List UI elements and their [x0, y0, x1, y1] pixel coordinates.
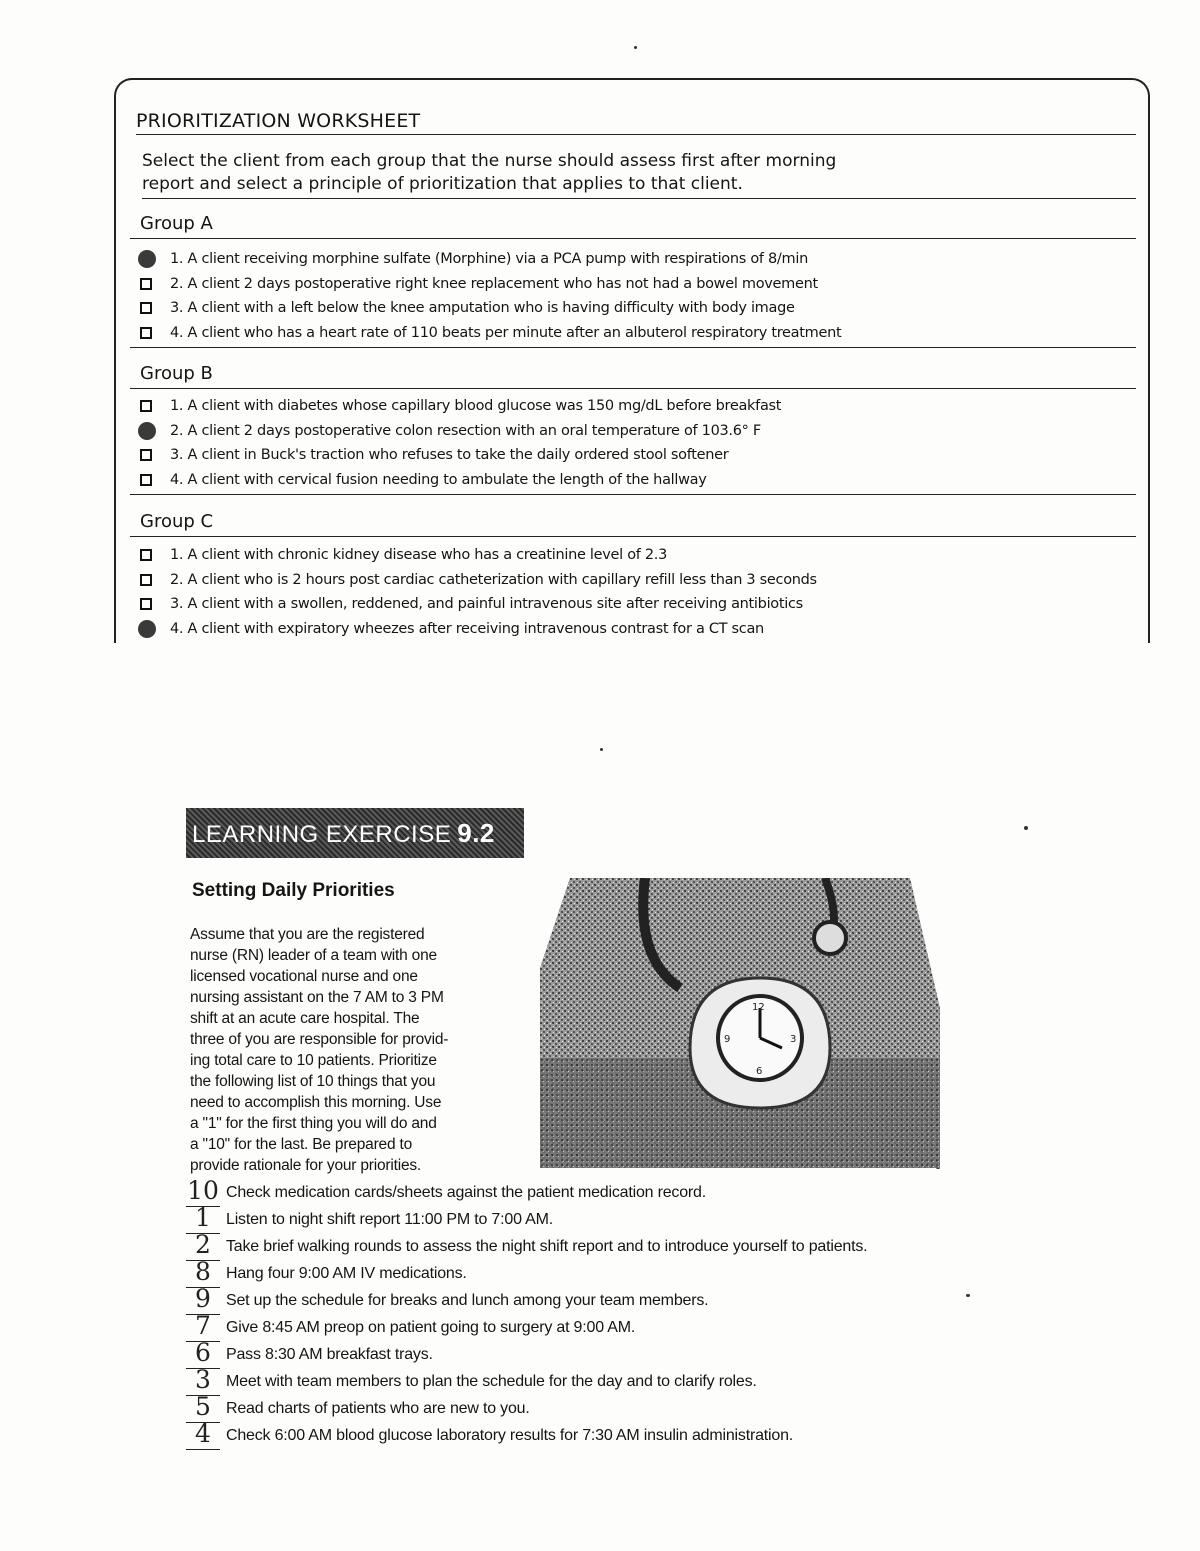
- group-a: [130, 210, 1136, 348]
- svg-text:6: 6: [756, 1066, 763, 1077]
- option-text: 2. A client 2 days postoperative right knee replacement who has not had a bowel movement: [170, 275, 818, 292]
- exercise-subtitle: Setting Daily Priorities: [192, 880, 395, 901]
- paragraph-line: nurse (RN) leader of a team with one: [190, 947, 437, 964]
- task-text: Hang four 9:00 AM IV medications.: [226, 1265, 467, 1282]
- handwritten-rank[interactable]: 2: [186, 1230, 220, 1261]
- option-a4[interactable]: [130, 321, 1136, 346]
- task-text: Listen to night shift report 11:00 PM to 7:00 AM.: [226, 1211, 553, 1228]
- task-item: [186, 1176, 1086, 1207]
- handwritten-rank[interactable]: 3: [186, 1365, 220, 1396]
- svg-text:3: 3: [790, 1034, 797, 1045]
- task-text: Check medication cards/sheets against the patient medication record.: [226, 1184, 707, 1201]
- paragraph-line: three of you are responsible for provid-: [190, 1031, 449, 1048]
- scan-speck: [600, 748, 603, 751]
- task-text: Read charts of patients who are new to you.: [226, 1400, 530, 1417]
- checkbox-icon[interactable]: [140, 400, 152, 412]
- task-item: [186, 1257, 1086, 1288]
- paragraph-line: ing total care to 10 patients. Prioritize: [190, 1052, 437, 1069]
- option-b4[interactable]: [130, 468, 1136, 493]
- svg-text:9: 9: [724, 1034, 731, 1045]
- option-text: 1. A client with diabetes whose capillary blood glucose was 150 mg/dL before breakfast: [170, 398, 782, 414]
- instructions-line: report and select a principle of prioritization that applies to that client.: [142, 174, 743, 194]
- task-item: [186, 1392, 1086, 1423]
- task-item: [186, 1230, 1086, 1261]
- task-text: Meet with team members to plan the schedule for the day and to clarify roles.: [226, 1373, 757, 1390]
- handwritten-rank[interactable]: 9: [186, 1284, 220, 1315]
- task-item: [186, 1365, 1086, 1396]
- worksheet-title: PRIORITIZATION WORKSHEET: [136, 110, 1136, 135]
- task-item: [186, 1311, 1086, 1342]
- paragraph-line: Assume that you are the registered: [190, 926, 425, 943]
- handwritten-rank[interactable]: 4: [186, 1419, 220, 1450]
- scan-speck: [1024, 826, 1028, 830]
- option-text: 2. A client 2 days postoperative colon resection with an oral temperature of 103.6° F: [170, 422, 761, 439]
- paragraph-line: a "10" for the last. Be prepared to: [190, 1136, 413, 1153]
- option-a2[interactable]: [130, 272, 1136, 297]
- handwritten-rank[interactable]: 7: [186, 1311, 220, 1342]
- group-label: Group A: [130, 210, 1136, 239]
- option-b3[interactable]: [130, 443, 1136, 468]
- handwritten-rank[interactable]: 1: [186, 1203, 220, 1234]
- worksheet-instructions: [142, 150, 1136, 199]
- group-label: Group B: [130, 360, 1136, 389]
- task-text: Set up the schedule for breaks and lunch among your team members.: [226, 1292, 709, 1309]
- exercise-paragraph: [190, 924, 500, 1176]
- divider: [130, 347, 1136, 348]
- option-b1[interactable]: [130, 394, 1136, 419]
- handwritten-rank[interactable]: 6: [186, 1338, 220, 1369]
- option-c2[interactable]: [130, 568, 1136, 593]
- exercise-number: 9.2: [457, 818, 495, 848]
- filled-circle-icon[interactable]: [138, 620, 156, 638]
- task-text: Pass 8:30 AM breakfast trays.: [226, 1346, 433, 1363]
- nurse-with-clock-photo: [540, 878, 940, 1168]
- prioritization-worksheet: [114, 78, 1150, 643]
- option-a1[interactable]: [130, 247, 1136, 272]
- option-text: 4. A client with expiratory wheezes after receiving intravenous contrast for a CT scan: [170, 620, 764, 637]
- option-text: 1. A client with chronic kidney disease who has a creatinine level of 2.3: [170, 547, 668, 563]
- task-text: Give 8:45 AM preop on patient going to surgery at 9:00 AM.: [226, 1319, 636, 1336]
- filled-circle-icon[interactable]: [138, 250, 156, 268]
- checkbox-icon[interactable]: [140, 278, 152, 290]
- option-c3[interactable]: [130, 592, 1136, 617]
- option-text: 1. A client receiving morphine sulfate (Morphine) via a PCA pump with respirations of 8/min: [170, 251, 808, 267]
- paragraph-line: licensed vocational nurse and one: [190, 968, 418, 985]
- task-item: [186, 1419, 1086, 1450]
- option-text: 4. A client with cervical fusion needing to ambulate the length of the hallway: [170, 471, 707, 488]
- option-text: 2. A client who is 2 hours post cardiac catheterization with capillary refill less than 3 seconds: [170, 571, 817, 588]
- option-b2[interactable]: [130, 419, 1136, 444]
- learning-exercise-banner: [186, 808, 524, 858]
- group-label: Group C: [130, 508, 1136, 537]
- svg-text:12: 12: [752, 1002, 765, 1013]
- handwritten-rank[interactable]: 10: [187, 1176, 219, 1205]
- checkbox-icon[interactable]: [140, 327, 152, 339]
- checkbox-icon[interactable]: [140, 598, 152, 610]
- paragraph-line: the following list of 10 things that you: [190, 1073, 436, 1090]
- paragraph-line: need to accomplish this morning. Use: [190, 1094, 442, 1111]
- handwritten-rank[interactable]: 8: [186, 1257, 220, 1288]
- group-b: [130, 360, 1136, 495]
- option-text: 4. A client who has a heart rate of 110 beats per minute after an albuterol respiratory treatment: [170, 324, 842, 341]
- filled-circle-icon[interactable]: [138, 422, 156, 440]
- checkbox-icon[interactable]: [140, 474, 152, 486]
- paragraph-line: provide rationale for your priorities.: [190, 1157, 422, 1174]
- option-a3[interactable]: [130, 296, 1136, 321]
- instructions-line: Select the client from each group that the nurse should assess first after morning: [142, 151, 837, 171]
- option-c1[interactable]: [130, 543, 1136, 568]
- task-text: Check 6:00 AM blood glucose laboratory results for 7:30 AM insulin administration.: [226, 1427, 794, 1444]
- priority-task-list: [186, 1176, 1086, 1450]
- scan-speck: [634, 46, 637, 49]
- task-item: [186, 1284, 1086, 1315]
- checkbox-icon[interactable]: [140, 574, 152, 586]
- option-text: 3. A client with a swollen, reddened, and painful intravenous site after receiving antibiotics: [170, 596, 803, 612]
- divider: [130, 494, 1136, 495]
- option-text: 3. A client with a left below the knee amputation who is having difficulty with body image: [170, 300, 795, 316]
- checkbox-icon[interactable]: [140, 449, 152, 461]
- option-c4[interactable]: [130, 617, 1136, 642]
- checkbox-icon[interactable]: [140, 549, 152, 561]
- paragraph-line: shift at an acute care hospital. The: [190, 1010, 420, 1027]
- checkbox-icon[interactable]: [140, 302, 152, 314]
- handwritten-rank[interactable]: 5: [186, 1392, 220, 1423]
- option-text: 3. A client in Buck's traction who refuses to take the daily ordered stool softener: [170, 447, 729, 463]
- banner-label: LEARNING EXERCISE: [192, 821, 452, 848]
- paragraph-line: nursing assistant on the 7 AM to 3 PM: [190, 989, 444, 1006]
- group-c: [130, 508, 1136, 641]
- task-item: [186, 1203, 1086, 1234]
- paragraph-line: a "1" for the first thing you will do and: [190, 1115, 437, 1132]
- task-text: Take brief walking rounds to assess the night shift report and to introduce yourself to patients.: [226, 1238, 868, 1255]
- task-item: [186, 1338, 1086, 1369]
